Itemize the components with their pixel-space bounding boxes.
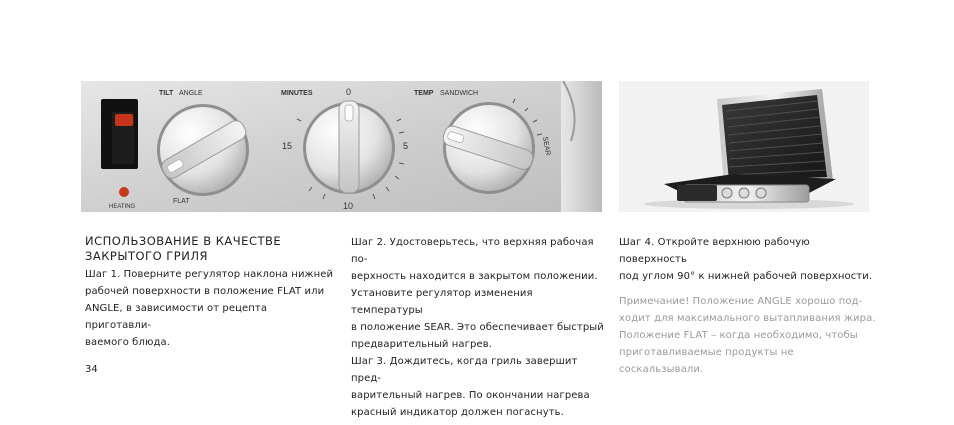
step-1-line-4: ваемого блюда. [85,337,170,348]
page-number: 34 [85,364,98,375]
minutes-label: MINUTES [281,90,313,97]
step-1-line-3: ANGLE, в зависимости от рецепта приготавли- [85,303,268,331]
step-text-line: Установите регулятор изменения температуры [351,288,533,316]
control-panel-illustration [81,81,602,212]
angle-label: ANGLE [179,90,203,97]
heating-label: HEATING [109,204,136,210]
step-text-line: в положение SEAR. Это обеспечивает быстрый [351,322,604,333]
step-text-line: предварительный нагрев. [351,339,492,350]
temp-label: TEMP [414,90,434,97]
timer-mark-5: 5 [403,141,409,151]
section-heading-line-1: ИСПОЛЬЗОВАНИЕ В КАЧЕСТВЕ [85,234,282,248]
section-heading [85,234,335,264]
timer-mark-10: 10 [343,201,354,211]
step-text-line: красный индикатор должен погаснуть. [351,407,564,418]
step-text-line: верхность находится в закрытом положении. [351,271,598,282]
timer-mark-15: 15 [282,141,293,151]
timer-mark-0: 0 [346,87,352,97]
column-steps-2-3 [351,234,606,421]
note-line: ходит для максимального вытапливания жира. [619,313,876,324]
step-4-line-2: под углом 90° к нижней рабочей поверхности. [619,271,873,282]
heating-indicator-light [119,187,129,197]
power-switch [101,99,138,169]
column-step-4 [619,234,879,378]
sear-label: SEAR [541,136,552,157]
step-text-line: Шаг 3. Дождитесь, когда гриль завершит пред- [351,356,578,384]
sandwich-label: SANDWICH [440,90,479,97]
note-line: Примечание! Положение ANGLE хорошо под- [619,296,863,307]
step-1-line-2: рабочей поверхности в положение FLAT или [85,286,325,297]
tilt-label: TILT [159,90,174,97]
tilt-knob [157,104,249,196]
step-4-line-1: Шаг 4. Откройте верхнюю рабочую поверхность [619,237,810,265]
control-panel-photo [81,81,602,212]
column-closed-grill [85,234,335,351]
section-heading-line-2: ЗАКРЫТОГО ГРИЛЯ [85,249,208,263]
note-line: приготавливаемые продукты не соскальзывали. [619,347,794,375]
open-grill-photo [619,81,869,212]
step-text-line: Шаг 2. Удостоверьтесь, что верхняя рабочая по- [351,237,594,265]
step-text-line: варительный нагрев. По окончании нагрева [351,390,590,401]
open-grill-illustration [619,81,869,212]
note-block [619,293,879,378]
step-1-line-1: Шаг 1. Поверните регулятор наклона нижней [85,269,334,280]
note-line: Положение FLAT – когда необходимо, чтобы [619,330,858,341]
flat-label: FLAT [173,198,190,205]
